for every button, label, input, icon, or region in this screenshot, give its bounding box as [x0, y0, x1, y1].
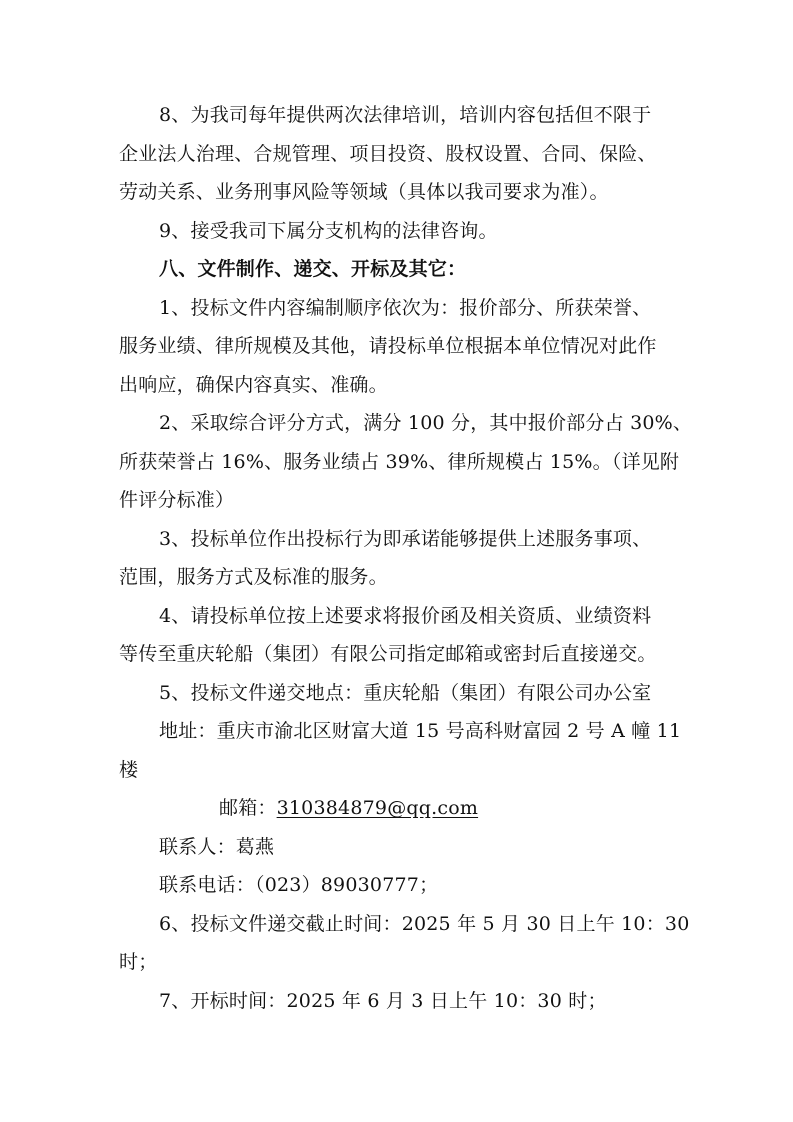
paragraph-line: 出响应，确保内容真实、准确。 — [119, 373, 388, 396]
section-heading: 八、文件制作、递交、开标及其它： — [159, 258, 467, 280]
paragraph-line: 6、投标文件递交截止时间：2025 年 5 月 30 日上午 10：30 — [159, 912, 690, 935]
document-body — [119, 96, 693, 1020]
address-line: 地址：重庆市渝北区财富大道 15 号高科财富园 2 号 A 幢 11 — [159, 720, 682, 742]
paragraph-line: 服务业绩、律所规模及其他，请投标单位根据本单位情况对此作 — [119, 335, 657, 357]
paragraph-line: 9、接受我司下属分支机构的法律咨询。 — [159, 219, 498, 242]
paragraph-line: 企业法人治理、合规管理、项目投资、股权设置、合同、保险、 — [119, 142, 657, 165]
contact-phone: 联系电话：（023）89030777； — [159, 874, 439, 896]
email-label: 邮箱： — [219, 797, 277, 819]
paragraph-line: 时； — [119, 951, 158, 973]
paragraph-line: 2、采取综合评分方式，满分 100 分，其中报价部分占 30%、 — [159, 412, 693, 434]
paragraph-line: 7、开标时间：2025 年 6 月 3 日上午 10：30 时； — [159, 989, 607, 1012]
paragraph-line: 件评分标准） — [119, 489, 235, 511]
paragraph-line: 劳动关系、业务刑事风险等领域（具体以我司要求为准）。 — [119, 181, 609, 203]
paragraph-line: 范围，服务方式及标准的服务。 — [119, 566, 388, 588]
paragraph-line: 等传至重庆轮船（集团）有限公司指定邮箱或密封后直接递交。 — [119, 643, 657, 665]
email-link[interactable]: 310384879@qq.com — [276, 797, 479, 819]
paragraph-line: 1、投标文件内容编制顺序依次为：报价部分、所获荣誉、 — [159, 296, 652, 319]
paragraph-line: 所获荣誉占 16%、服务业绩占 39%、律所规模占 15%。（详见附 — [119, 450, 680, 473]
contact-person: 联系人：葛燕 — [159, 835, 275, 858]
paragraph-line: 3、投标单位作出投标行为即承诺能够提供上述服务事项、 — [159, 527, 652, 550]
paragraph-line: 8、为我司每年提供两次法律培训，培训内容包括但不限于 — [159, 104, 652, 126]
paragraph-line: 4、请投标单位按上述要求将报价函及相关资质、业绩资料 — [159, 604, 652, 627]
address-line: 楼 — [119, 758, 139, 781]
email-line — [119, 789, 679, 828]
paragraph-line: 5、投标文件递交地点：重庆轮船（集团）有限公司办公室 — [159, 681, 652, 704]
